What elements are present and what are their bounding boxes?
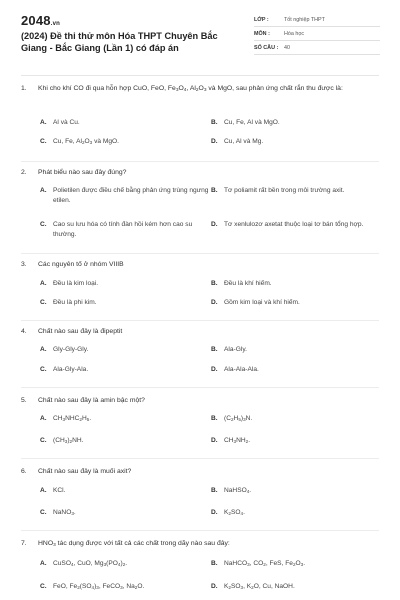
option-letter: D. — [211, 509, 218, 516]
question-number: 4. — [21, 328, 27, 335]
option-letter: D. — [211, 221, 218, 228]
meta-key: LỚP : — [254, 17, 269, 23]
question-text: Chất nào sau đây là muối axit? — [38, 468, 132, 475]
option-text: Gly-Gly-Gly. — [53, 346, 89, 353]
option-text: Cu, Fe, Al và MgO. — [224, 119, 280, 126]
meta-key: MÔN : — [254, 31, 270, 37]
option-letter: A. — [40, 346, 47, 353]
option-text: Tơ poliamit rất bền trong môi trường axit. — [224, 187, 345, 194]
question-number: 1. — [21, 85, 27, 92]
question-number: 2. — [21, 169, 27, 176]
question-divider — [21, 387, 379, 388]
question-stem — [21, 539, 379, 548]
question-divider — [21, 458, 379, 459]
option-text: Cu, Al và Mg. — [224, 138, 264, 145]
option-text: Cao su lưu hóa có tính đàn hồi kém hơn cao su thường. — [53, 221, 193, 238]
question-text: Chất nào sau đây là amin bậc một? — [38, 397, 145, 404]
option-letter: B. — [211, 346, 218, 353]
option-letter: D. — [211, 299, 218, 306]
option-text: NaHCO$_3$, $CO_2$, FeS, $Fe_2O_3$. — [224, 560, 306, 567]
meta-subject-row — [254, 28, 380, 41]
option-letter: C. — [40, 437, 47, 444]
option-letter: B. — [211, 119, 218, 126]
option-letter: B. — [211, 560, 218, 567]
option-letter: A. — [40, 560, 47, 567]
question-stem — [21, 327, 379, 336]
question-number: 7. — [21, 540, 27, 547]
question-item — [21, 539, 379, 590]
option-letter: D. — [211, 138, 218, 145]
option-text: $(CH_3)_2NH$. — [53, 437, 84, 444]
option-letter: D. — [211, 583, 218, 590]
meta-value: 40 — [284, 45, 290, 51]
option-text: $CH_3NH_2$. — [224, 437, 251, 444]
question-stem — [21, 396, 379, 405]
question-text: Chất nào sau đây là đipeptit — [38, 328, 123, 335]
exam-title: (2024) Đề thi thử môn Hóa THPT Chuyên Bắc Giang - Bắc Giang (Lần 1) có đáp án — [21, 31, 218, 53]
option-letter: D. — [211, 437, 218, 444]
option-text: NaHSO$_4$. — [224, 487, 252, 494]
option-text: $(C_2H_5)_3N$. — [224, 415, 253, 422]
question-item — [21, 327, 379, 373]
option-text: Polietilen được điều chế bằng phản ứng trùng ngưng etilen. — [53, 187, 209, 204]
meta-value: Tốt nghiệp THPT — [284, 17, 325, 23]
site-logo[interactable]: 2048.vn — [21, 13, 61, 28]
option-text: CuSO$_4$, CuO, $Mg_3(PO_4)_2$. — [53, 560, 128, 567]
question-item — [21, 260, 379, 306]
option-text: $K_2SO_4$. — [224, 509, 245, 516]
question-divider — [21, 253, 379, 254]
question-divider — [21, 161, 379, 162]
option-letter: B. — [211, 487, 218, 494]
question-text: Khi cho khí CO đi qua hỗn hợp CuO, FeO, $Fe_3O_4$, $Al_2O_3$ và MgO, sau phản ứng chất rắn thu được là: — [38, 85, 343, 93]
question-text: Các nguyên tố ở nhóm VIIIB — [38, 261, 124, 268]
meta-value: Hóa học — [284, 31, 305, 37]
option-text: Ala-Gly. — [224, 346, 247, 353]
option-text: $K_2SO_3$, $K_2O$, Cu, NaOH. — [224, 583, 295, 590]
header-divider — [21, 75, 379, 76]
option-text: KCl. — [53, 487, 66, 494]
question-text: Phát biểu nào sau đây đúng? — [38, 169, 127, 176]
option-letter: C. — [40, 138, 47, 145]
question-item — [21, 396, 379, 444]
option-letter: A. — [40, 280, 47, 287]
question-number: 6. — [21, 468, 27, 475]
option-text: Ala-Gly-Ala. — [53, 366, 89, 373]
question-number: 3. — [21, 261, 27, 268]
question-text: $HNO_3$ tác dụng được với tất cả các chất trong dãy nào sau đây: — [38, 540, 230, 548]
option-letter: B. — [211, 415, 218, 422]
option-letter: C. — [40, 366, 47, 373]
option-letter: C. — [40, 221, 47, 228]
question-stem — [21, 168, 379, 177]
option-text: Al và Cu. — [53, 119, 80, 126]
option-text: Đều là phi kim. — [53, 299, 97, 306]
option-letter: C. — [40, 583, 47, 590]
option-letter: A. — [40, 187, 47, 194]
question-divider — [21, 320, 379, 321]
option-letter: A. — [40, 119, 47, 126]
option-text: Ala-Ala-Ala. — [224, 366, 259, 373]
option-text: Tơ xenlulozơ axetat thuộc loại tơ bán tổng hợp. — [224, 221, 364, 228]
question-item — [21, 467, 379, 516]
option-text: Gồm kim loại và khí hiếm. — [224, 299, 300, 306]
option-letter: A. — [40, 487, 47, 494]
option-text: Đều là khí hiếm. — [224, 280, 272, 287]
question-item — [21, 84, 379, 145]
question-stem — [21, 260, 379, 269]
exam-meta — [254, 14, 380, 56]
question-divider — [21, 530, 379, 531]
meta-key: SỐ CÂU : — [254, 45, 279, 51]
option-text: NaNO$_3$. — [53, 509, 76, 516]
option-text: Đều là kim loại. — [53, 280, 99, 287]
option-letter: C. — [40, 299, 47, 306]
option-letter: B. — [211, 280, 218, 287]
option-letter: D. — [211, 366, 218, 373]
question-stem — [21, 84, 379, 93]
option-text: $CH_3NHC_2H_5$. — [53, 415, 92, 422]
question-item — [21, 168, 379, 238]
option-text: FeO, $Fe_2(SO_4)_3$, FeCO$_3$, $Na_2O$. — [53, 583, 145, 590]
option-letter: C. — [40, 509, 47, 516]
meta-class-row — [254, 14, 380, 27]
option-text: Cu, Fe, $Al_2O_3$ và MgO. — [53, 138, 119, 145]
option-letter: B. — [211, 187, 218, 194]
question-number: 5. — [21, 397, 27, 404]
question-stem — [21, 467, 379, 476]
option-letter: A. — [40, 415, 47, 422]
meta-count-row — [254, 42, 380, 55]
page-header — [0, 0, 400, 78]
